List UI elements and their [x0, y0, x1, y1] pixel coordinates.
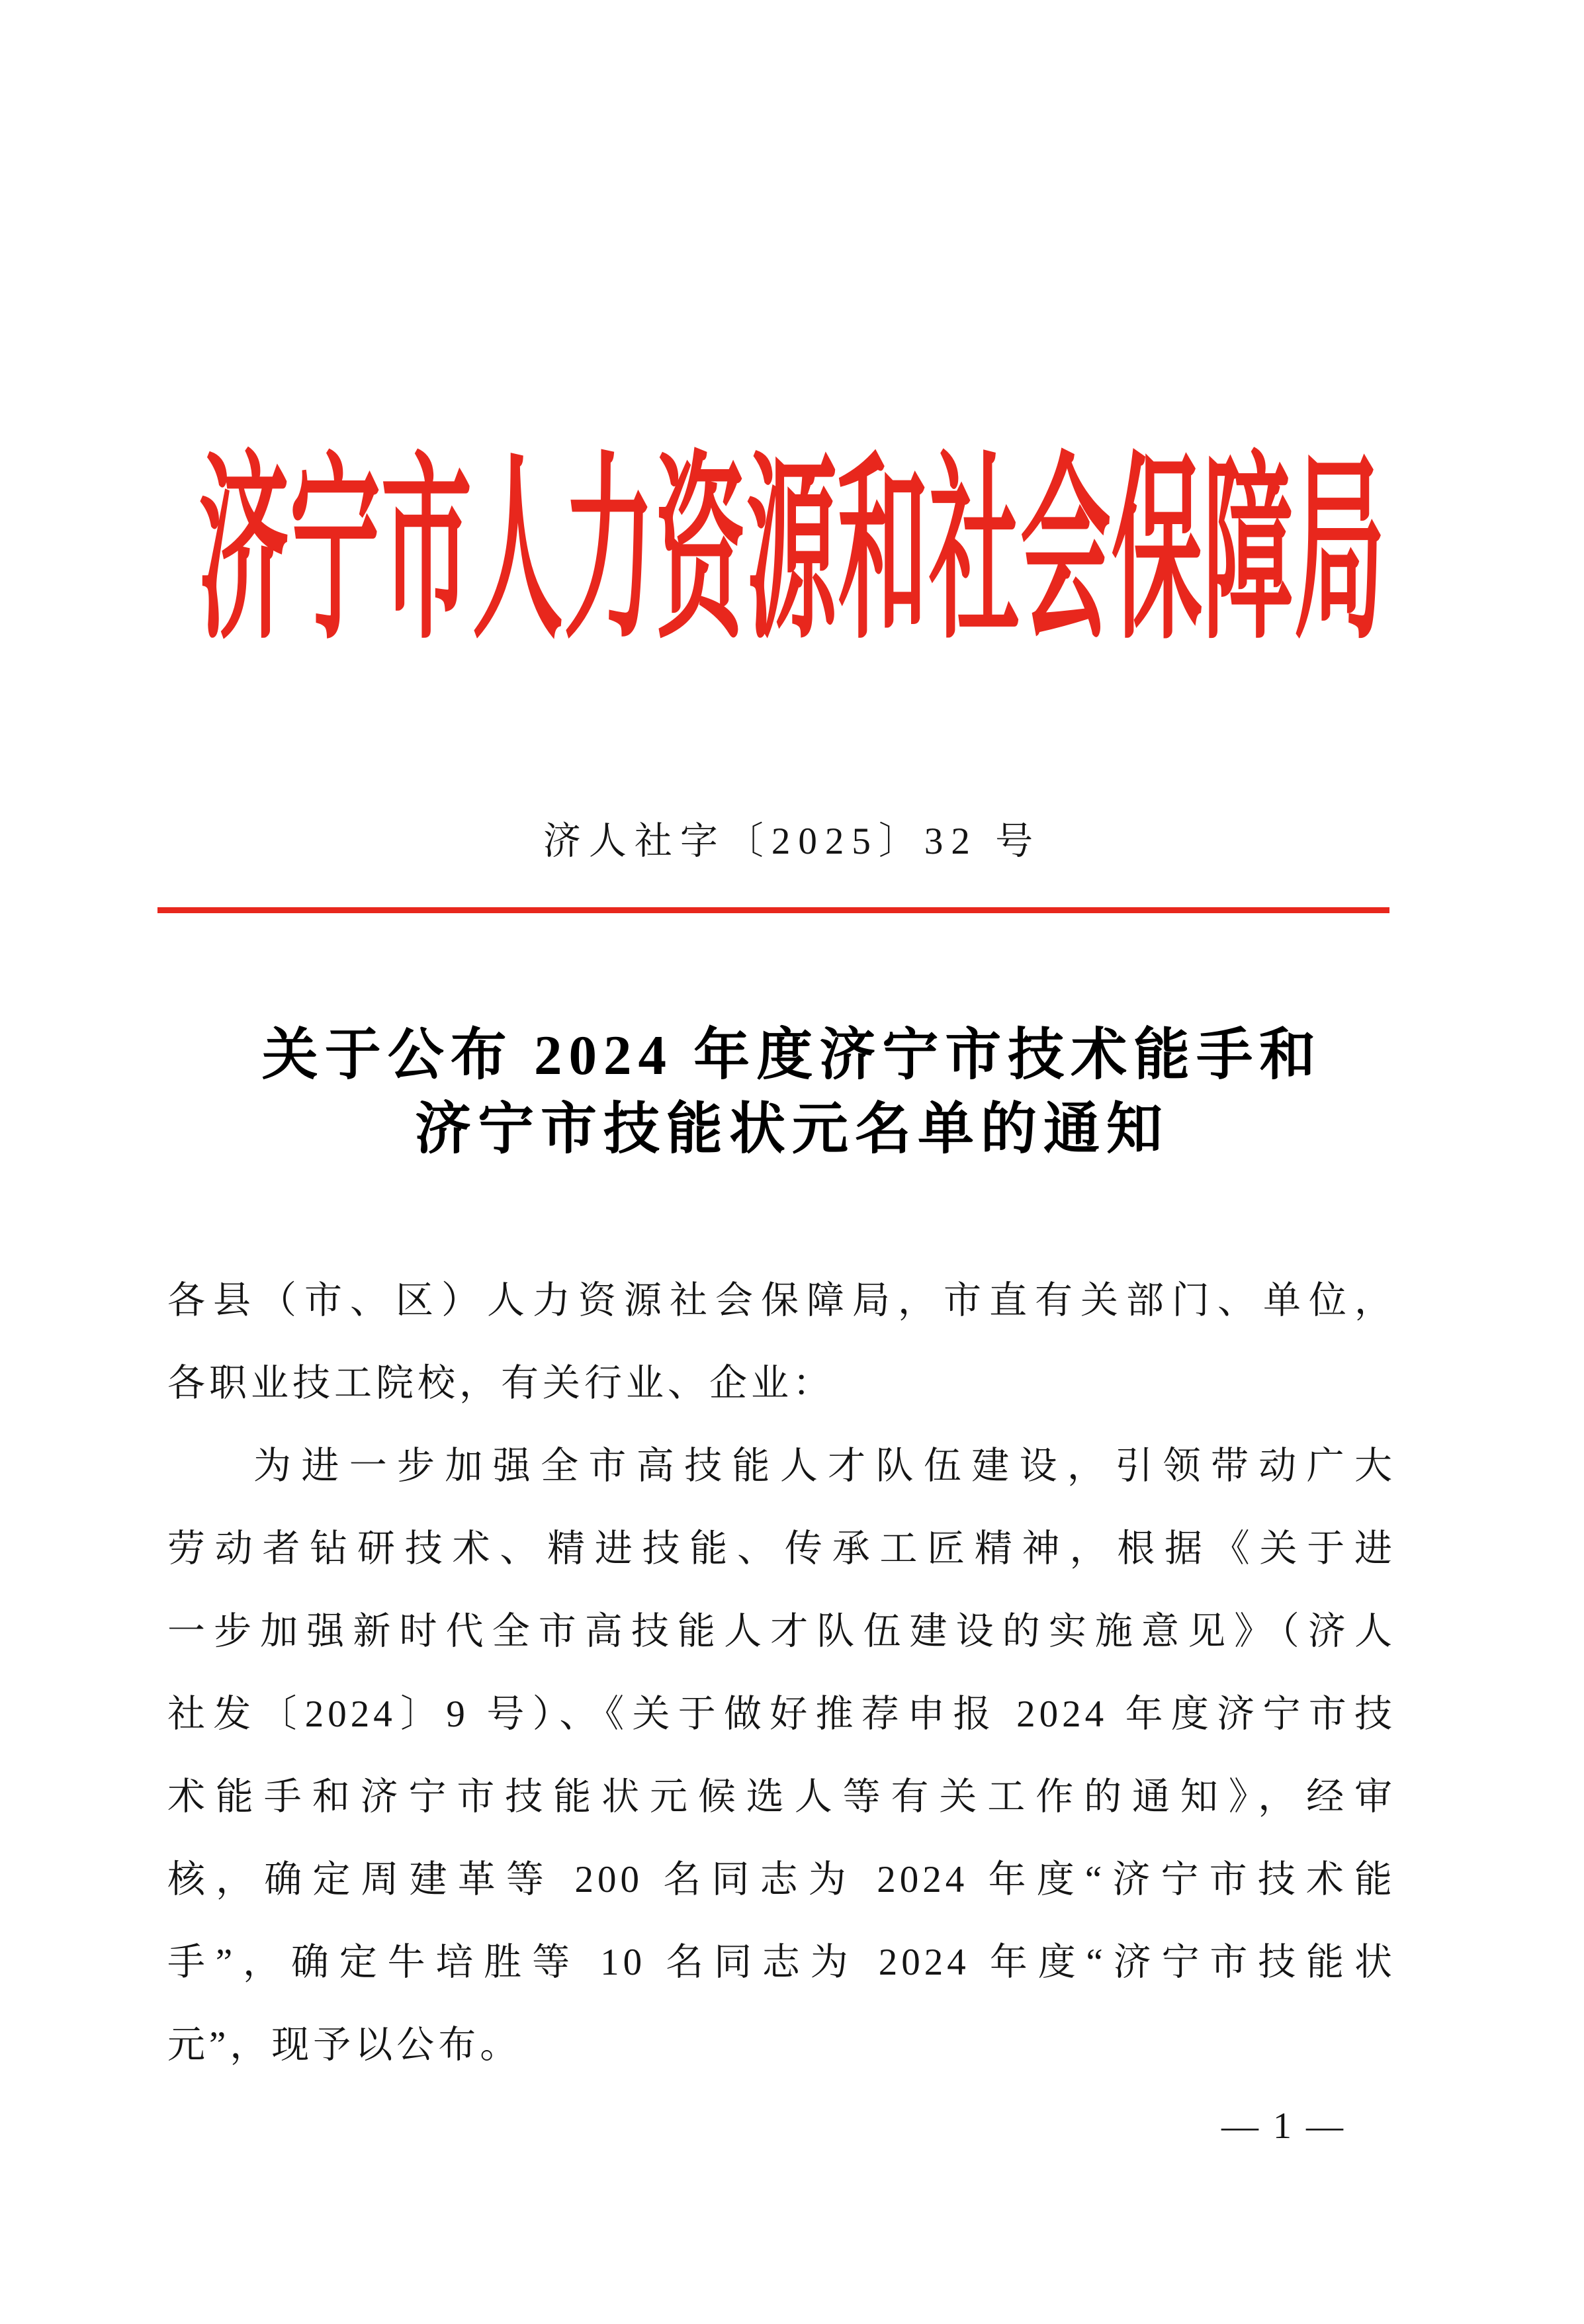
- body-line-8: 核，确定周建革等 200 名同志为 2024 年度“济宁市技术能: [167, 1859, 1396, 1900]
- document-title: [0, 1018, 1584, 1167]
- body-line-7: 术能手和济宁市技能状元候选人等有关工作的通知》，经审: [167, 1776, 1396, 1818]
- body-line-3: 为进一步加强全市高技能人才队伍建设，引领带动广大: [253, 1445, 1396, 1487]
- body-line-5: 一步加强新时代全市高技能人才队伍建设的实施意见》（济人: [167, 1611, 1396, 1652]
- document-title-line-1: 关于公布 2024 年度济宁市技术能手和: [261, 1024, 1323, 1087]
- doc-reference-number: 济人社字〔2025〕32 号: [543, 821, 1041, 862]
- body-line-1: 各县（市、区）人力资源社会保障局，市直有关部门、单位，: [167, 1280, 1396, 1321]
- body-line-4: 劳动者钻研技术、精进技能、传承工匠精神，根据《关于进: [167, 1528, 1396, 1570]
- agency-masthead-text: 济宁市人力资源和社会保障局: [198, 441, 1386, 663]
- document-body: [167, 1259, 1396, 2086]
- body-line-6: 社发〔2024〕9 号）、《关于做好推荐申报 2024 年度济宁市技: [167, 1693, 1396, 1735]
- agency-masthead: [0, 441, 1584, 663]
- body-line-2: 各职业技工院校，有关行业、企业：: [167, 1363, 834, 1404]
- red-divider-line: [157, 907, 1389, 913]
- body-line-9: 手”，确定牛培胜等 10 名同志为 2024 年度“济宁市技能状: [167, 1942, 1396, 1983]
- page-number: — 1 —: [1221, 2106, 1346, 2147]
- document-title-line-2: 济宁市技能状元名单的通知: [414, 1098, 1169, 1161]
- body-line-10: 元”，现予以公布。: [167, 2024, 522, 2066]
